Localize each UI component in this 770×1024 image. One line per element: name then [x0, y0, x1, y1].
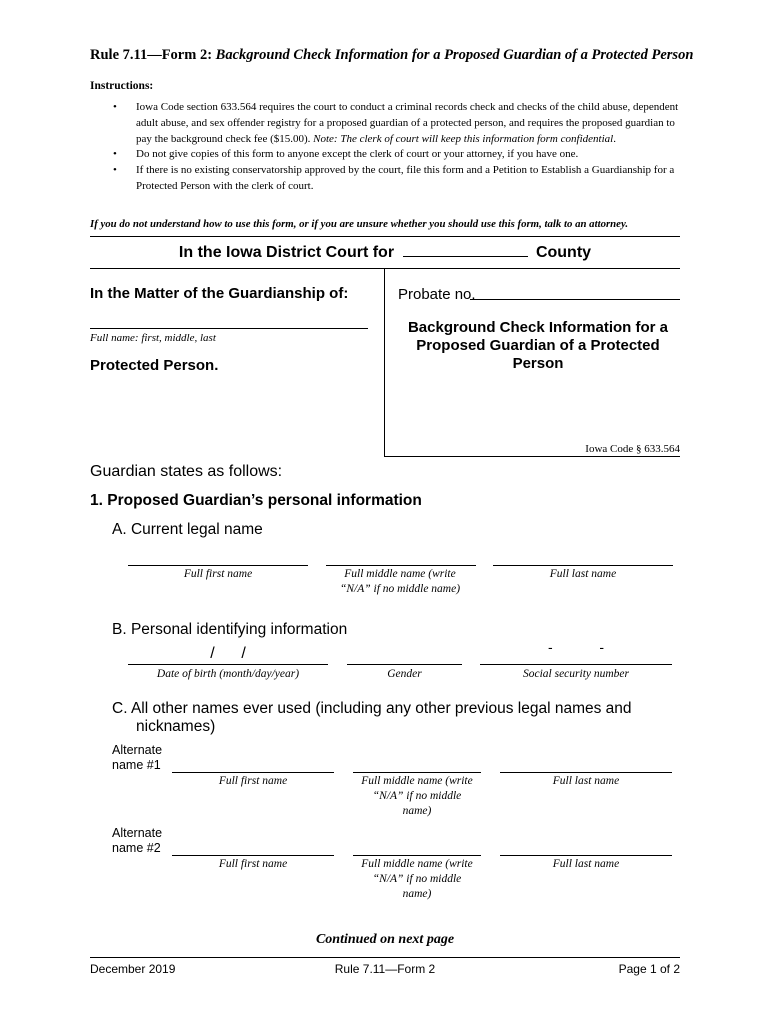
court-heading [0, 244, 770, 262]
alt1-last-input[interactable] [500, 772, 672, 773]
alt1-first-caption: Full first name [218, 775, 288, 787]
divider-court [90, 268, 680, 269]
bullet-icon: • [113, 148, 117, 161]
attorney-warning: If you do not understand how to use this form, or if you are unsure whether you should use this form, talk to an attorney. [90, 218, 629, 230]
footer-rule: Rule 7.11—Form 2 [334, 962, 436, 976]
probate-input[interactable] [470, 299, 680, 300]
iowa-code-reference: Iowa Code § 633.564 [585, 443, 680, 455]
probate-label: Probate no. [398, 286, 476, 303]
ssn-input[interactable] [480, 664, 672, 665]
alt2-middle-caption: Full middle name (write “N/A” if no middle name) [361, 858, 473, 900]
bullet2-text: Do not give copies of this form to anyone except the clerk of court or your attorney, if you have one. [136, 148, 579, 161]
guardian-states: Guardian states as follows: [90, 463, 283, 480]
caption-divider [384, 268, 385, 456]
list-item [90, 163, 680, 195]
alt2-last-input[interactable] [500, 855, 672, 856]
footer-divider [90, 957, 680, 958]
section-b-heading: B. Personal identifying information [112, 621, 348, 638]
alt2-middle-input[interactable] [353, 855, 481, 856]
county-input[interactable] [403, 244, 528, 257]
section-1-heading: 1. Proposed Guardian’s personal information [90, 492, 422, 509]
dob-caption: Date of birth (month/day/year) [156, 668, 300, 680]
middle-name-caption: Full middle name (write “N/A” if no middle name) [339, 568, 461, 595]
divider-top [90, 236, 680, 237]
alt1-middle-caption: Full middle name (write “N/A” if no middle name) [361, 775, 473, 817]
alt1-first-input[interactable] [172, 772, 334, 773]
footer-page: Page 1 of 2 [618, 962, 680, 976]
alt2-first-input[interactable] [172, 855, 334, 856]
matter-label: In the Matter of the Guardianship of: [90, 285, 349, 302]
section-c-heading: C. All other names ever used (including any other previous legal names and [112, 700, 632, 717]
form-title [90, 47, 693, 64]
court-prefix: In the Iowa District Court for [178, 244, 395, 261]
title-italic: Background Check Information for a Proposed Guardian of a Protected Person [215, 47, 694, 63]
bullet1-end: . [613, 132, 616, 145]
instructions-heading: Instructions: [90, 80, 154, 92]
alternate-name-2-label: Alternate name #2 [112, 826, 163, 855]
document-title: Background Check Information for a Proposed Guardian of a Protected Person [407, 319, 669, 372]
footer-date: December 2019 [90, 962, 176, 976]
fullname-caption: Full name: first, middle, last [90, 332, 216, 344]
ssn-caption: Social security number [522, 668, 630, 680]
protected-person-label: Protected Person. [90, 357, 219, 374]
list-item [90, 100, 680, 147]
divider-bottom [384, 456, 680, 457]
court-suffix: County [535, 244, 592, 261]
list-item [90, 147, 680, 163]
first-name-input[interactable] [128, 565, 308, 566]
protected-name-input[interactable] [90, 328, 368, 329]
rule-prefix: Rule 7.11—Form 2: [90, 47, 216, 63]
section-c-heading-cont: nicknames) [136, 718, 216, 735]
section-a-heading: A. Current legal name [112, 521, 263, 538]
instructions-list [90, 100, 680, 195]
bullet3-text: If there is no existing conservatorship approved by the court, file this form and a Petition to Establish a Guardianship for a Protected Person with the clerk of court. [136, 164, 675, 192]
last-name-input[interactable] [493, 565, 673, 566]
gender-caption: Gender [387, 668, 422, 680]
first-name-caption: Full first name [183, 568, 253, 580]
alt1-middle-input[interactable] [353, 772, 481, 773]
bullet-icon: • [113, 101, 117, 113]
alt2-last-caption: Full last name [552, 858, 620, 870]
gender-input[interactable] [347, 664, 462, 665]
middle-name-input[interactable] [326, 565, 476, 566]
last-name-caption: Full last name [549, 568, 617, 580]
dob-slashes: / / [210, 645, 246, 662]
alt1-last-caption: Full last name [552, 775, 620, 787]
bullet1-text: Iowa Code section 633.564 requires the court to conduct a criminal records check and checks of the child abuse, dependent adult abuse, and sex offender registry for a proposed guardian of a protected person, and requires the proposed guardian to pay the background check fee ($15.00). [136, 101, 679, 145]
bullet1-note: Note: The clerk of court will keep this information form confidential [313, 132, 614, 145]
ssn-dashes: - - [548, 639, 604, 655]
alternate-name-1-label: Alternate name #1 [112, 743, 163, 772]
bullet-icon: • [113, 164, 117, 177]
continued-note: Continued on next page [315, 932, 455, 947]
dob-input[interactable] [128, 664, 328, 665]
alt2-first-caption: Full first name [218, 858, 288, 870]
